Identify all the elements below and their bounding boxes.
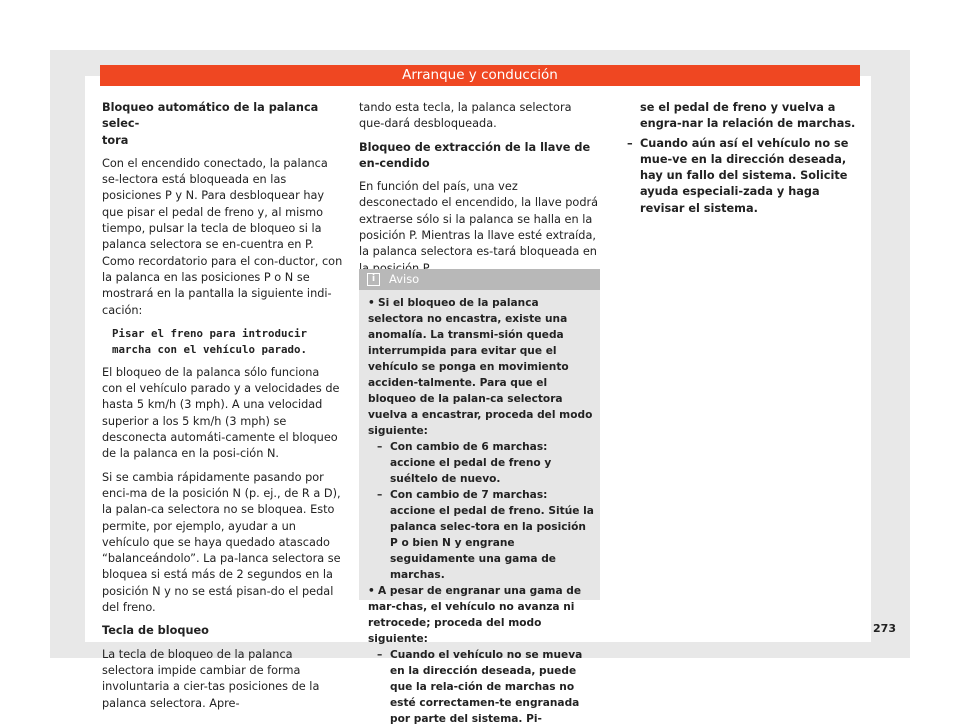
column-left [102,100,343,719]
paragraph-lever-lock-intro: Con el encendido conectado, la palanca se-lectora está bloqueada en las posiciones P y N. Para desbloquear hay que pisar el pedal de freno y, al mismo tiempo, pulsar la tecla de bloqueo si la palanca selectora se en-cuentra en P. Como recordatorio para el con-ductor, con la palanca en las posiciones P o N se mostrará en la pantalla la siguiente indi-cación: [102,156,343,317]
notice-box [359,269,600,725]
section-title: Arranque y conducción [402,67,558,83]
notice-dash-3-text: Cuando el vehículo no se mueva en la dirección deseada, puede que la rela-ción de marchas no esté correctamen-te engranada por parte del sistema. Pi- [390,649,583,725]
section-header [100,65,860,86]
notice-dash-1-text: Con cambio de 6 marchas: accione el pedal de freno y suéltelo de nuevo. [390,441,552,485]
paragraph-continued: tando esta tecla, la palanca selectora que-dará desbloqueada. [359,101,572,131]
page-number: 273 [873,622,896,635]
notice-dash-3-continued [618,100,859,133]
heading-lever-lock: Bloqueo automático de la palanca selec- tora [102,101,319,147]
notice-dash-3-cont-text: se el pedal de freno y vuelva a engra-nar la relación de marchas. [640,101,856,131]
heading-key-extraction: Bloqueo de extracción de la llave de en-cendido [359,140,591,170]
notice-title: Aviso [389,272,420,286]
notice-dash-4-text: Cuando aún así el vehículo no se mue-ve en la dirección deseada, hay un fallo del sistema. Solicite ayuda especiali-zada y haga revisar el sistema. [640,136,849,215]
notice-body [368,295,596,727]
paragraph-speed: El bloqueo de la palanca sólo funciona con el vehículo parado y a velocidades de hasta 5 km/h (3 mph). A una velocidad superior a los 5 km/h (3 mph) se desconecta automáti-camente el bloqueo de la palanca en la posi-ción N. [102,365,340,461]
notice-dash-2: – Con cambio de 7 marchas: accione el pedal de freno. Sitúe la palanca selec-tora en la posición P o bien N y engrane seguidamente una gama de marchas. [377,489,594,581]
notice-dash-3: – Cuando el vehículo no se mueva en la dirección deseada, puede que la rela-ción de marchas no esté correctamen-te engranada por parte del sistema. Pi- [377,649,583,725]
column-middle [359,100,600,284]
notice-bullet-1-text: Si el bloqueo de la palanca selectora no encastra, existe una anomalía. La transmi-sión queda interrumpida para evitar que el vehículo se ponga en movimiento acciden-talmente. Para que el bloqueo de la palan-ca selectora vuelva a encastrar, proceda del modo siguiente: [368,297,593,437]
paragraph-key-extraction: En función del país, una vez desconectado el encendido, la llave podrá extraerse sólo si la palanca se halla en la posición P. Mientras la llave esté extraída, la palanca selectora es-tará bloqueada en [359,180,599,259]
notice-dash-2-text: Con cambio de 7 marchas: accione el pedal de freno. Sitúe la palanca selec-tora en la posición P o bien N y engrane seguidamente una gama de marchas. [390,489,594,581]
display-message: Pisar el freno para introducir marcha con el vehículo parado. [112,326,308,356]
notice-bullet-1: • Si el bloqueo de la palanca selectora no encastra, existe una anomalía. La transmi-sión queda interrumpida para evitar que el vehículo se ponga en movimiento acciden-talmente. Para que el bloqueo de la palan-ca selectora vuelva a encastrar, proceda del modo siguiente: [368,297,593,437]
notice-bullet-2-text: A pesar de engranar una gama de mar-chas, el vehículo no avanza ni retrocede; proceda del modo siguiente: [368,585,582,645]
paragraph-lock-key: La tecla de bloqueo de la palanca selectora impide cambiar de forma involuntaria a cier-tas posiciones de la palanca selectora. Apre- [102,647,320,710]
column-right [618,100,859,224]
notice-dash-4: – Cuando aún así el vehículo no se mue-ve en la dirección deseada, hay un fallo del sistema. Solicite ayuda especiali-zada y haga revisar el sistema. [627,136,849,215]
heading-lock-key: Tecla de bloqueo [102,624,209,638]
paragraph-quick-change: Si se cambia rápidamente pasando por enci-ma de la posición N (p. ej., de R a D), la palan-ca selectora no se bloquea. Esto permite, por ejemplo, ayudar a un vehículo que se haya quedado atascado “balanceándolo”. La pa-lanca selectora se bloquea si está más de 2 segundos en la posición N y no se está pisan-do el pedal del freno. [102,470,341,615]
notice-header [359,269,600,290]
info-icon: i [367,273,380,286]
notice-bullet-2: • A pesar de engranar una gama de mar-chas, el vehículo no avanza ni retrocede; proceda del modo siguiente: [368,585,582,645]
notice-dash-1: – Con cambio de 6 marchas: accione el pedal de freno y suéltelo de nuevo. [377,441,552,485]
